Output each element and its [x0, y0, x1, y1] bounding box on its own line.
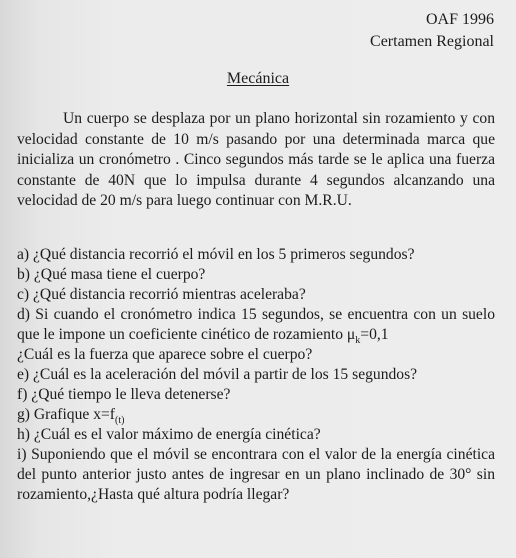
- question-c: c) ¿Qué distancia recorrió mientras aceleraba?: [17, 286, 306, 303]
- header: [370, 9, 494, 53]
- question-list: [17, 245, 495, 505]
- header-stage: Certamen Regional: [370, 33, 494, 50]
- problem-statement: Un cuerpo se desplaza por un plano horizontal sin rozamiento y con velocidad constante de 10 m/s pasando por una determinada marca que inicializa un cronómetro . Cinco segundos más tarde se le aplica una fuerza constante de 40N que lo impulsa durante 4 segundos alcanzando una velocidad de 20 m/s para luego continuar con M.R.U.: [17, 110, 495, 209]
- question-d-value: =0,1: [360, 326, 389, 343]
- question-b: b) ¿Qué masa tiene el cuerpo?: [17, 266, 206, 283]
- question-d-followup: ¿Cuál es la fuerza que aparece sobre el cuerpo?: [17, 346, 313, 363]
- page-title: [0, 69, 516, 89]
- header-event: OAF 1996: [425, 11, 494, 28]
- question-f: f) ¿Qué tiempo le lleva detenerse?: [17, 386, 231, 403]
- title-text: Mecánica: [226, 70, 290, 87]
- question-d-subscript: k: [355, 335, 361, 347]
- question-d: [17, 305, 495, 345]
- question-g-subscript: (t): [115, 415, 125, 427]
- question-d-text: d) Si cuando el cronómetro indica 15 segundos, se encuentra con un suelo que le impone un coeficiente cinético de rozamiento μ: [17, 306, 495, 343]
- question-i: i) Suponiendo que el móvil se encontrara con el valor de la energía cinética del punto anterior justo antes de ingresar en un plano inclinado de 30° sin rozamiento,¿Hasta qué altura podría llegar?: [17, 446, 495, 503]
- question-h: h) ¿Cuál es el valor máximo de energía cinética?: [17, 426, 321, 443]
- question-e: e) ¿Cuál es la aceleración del móvil a partir de los 15 segundos?: [17, 366, 418, 383]
- question-a: a) ¿Qué distancia recorrió el móvil en los 5 primeros segundos?: [17, 246, 415, 263]
- question-g-text: g) Grafique x=f: [17, 406, 115, 423]
- question-g: [17, 405, 495, 425]
